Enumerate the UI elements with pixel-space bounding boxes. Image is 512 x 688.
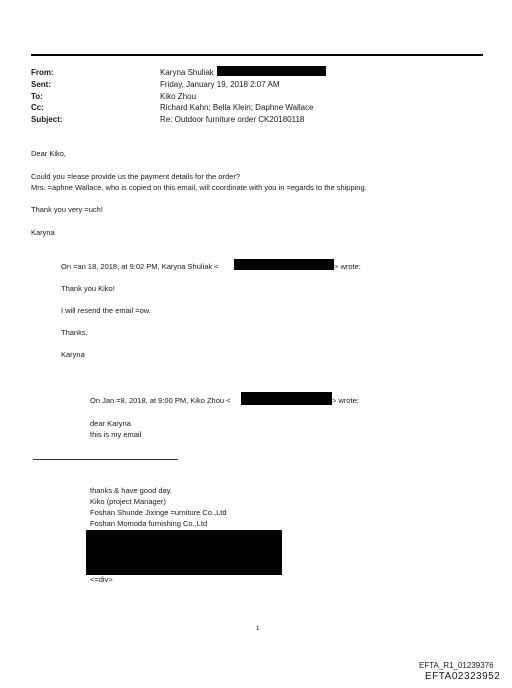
quote1-line-1: Thank you Kiko! — [61, 284, 115, 293]
quote2-sig-2: Kiko (project Manager) — [90, 497, 166, 506]
quote1-thanks: Thanks, — [61, 328, 88, 337]
body-line-1: Could you =lease provide us the payment details for the order? — [31, 172, 241, 181]
quote1-header-suffix: > wrote: — [334, 262, 361, 271]
quote1-signoff: Karyna — [61, 350, 85, 359]
cc-label: Cc: — [31, 103, 44, 112]
to-value: Kiko Zhou — [160, 92, 197, 101]
sent-label: Sent: — [31, 80, 51, 89]
from-label: From: — [31, 68, 54, 77]
signature-divider — [33, 459, 178, 460]
quote2-sig-4: Foshan Momoda furnishing Co.,Ltd — [90, 519, 208, 528]
redaction-signature-block — [86, 530, 282, 575]
redaction-quote2-email — [241, 392, 332, 405]
redaction-from-email — [217, 66, 326, 76]
quote2-sig-3: Foshan Shunde Jixinge =urniture Co.,Ltd — [90, 508, 227, 517]
subject-value: Re: Outdoor furniture order CK20180118 — [160, 115, 305, 124]
redaction-quote1-email — [234, 259, 334, 270]
quote2-tail: <=div> — [90, 575, 113, 584]
sent-value: Friday, January 19, 2018 2:07 AM — [160, 80, 280, 89]
header-rule — [31, 54, 483, 56]
quote2-sig-1: thanks & have good day. — [90, 486, 173, 495]
body-signoff: Karyna — [31, 228, 55, 237]
cc-value: Richard Kahn; Bella Klein; Daphne Wallace — [160, 103, 314, 112]
body-thanks: Thank you very =uch! — [31, 205, 103, 214]
quote1-line-2: I will resend the email =ow. — [61, 306, 151, 315]
page-number: 1 — [256, 626, 260, 632]
quote2-line-1: dear Karyna — [90, 419, 131, 428]
bates-number-1: EFTA_R1_01239376 — [419, 661, 494, 670]
from-value: Karyna Shuliak — [160, 68, 214, 77]
bates-number-2: EFTA02323952 — [425, 671, 501, 682]
to-label: To: — [31, 92, 43, 101]
body-greeting: Dear Kiko, — [31, 149, 67, 158]
quote2-header: On Jan =8, 2018, at 9:00 PM, Kiko Zhou < — [90, 396, 231, 405]
quote2-line-2: this is my email — [90, 430, 142, 439]
body-line-2: Mrs. =aphne Wallace, who is copied on this email, will coordinate with you in =egards to the shipping. — [31, 183, 367, 192]
subject-label: Subject: — [31, 115, 63, 124]
quote2-header-suffix: > wrote: — [332, 396, 359, 405]
quote1-header: On =an 18, 2018, at 9:02 PM, Karyna Shuliak < — [61, 262, 219, 271]
